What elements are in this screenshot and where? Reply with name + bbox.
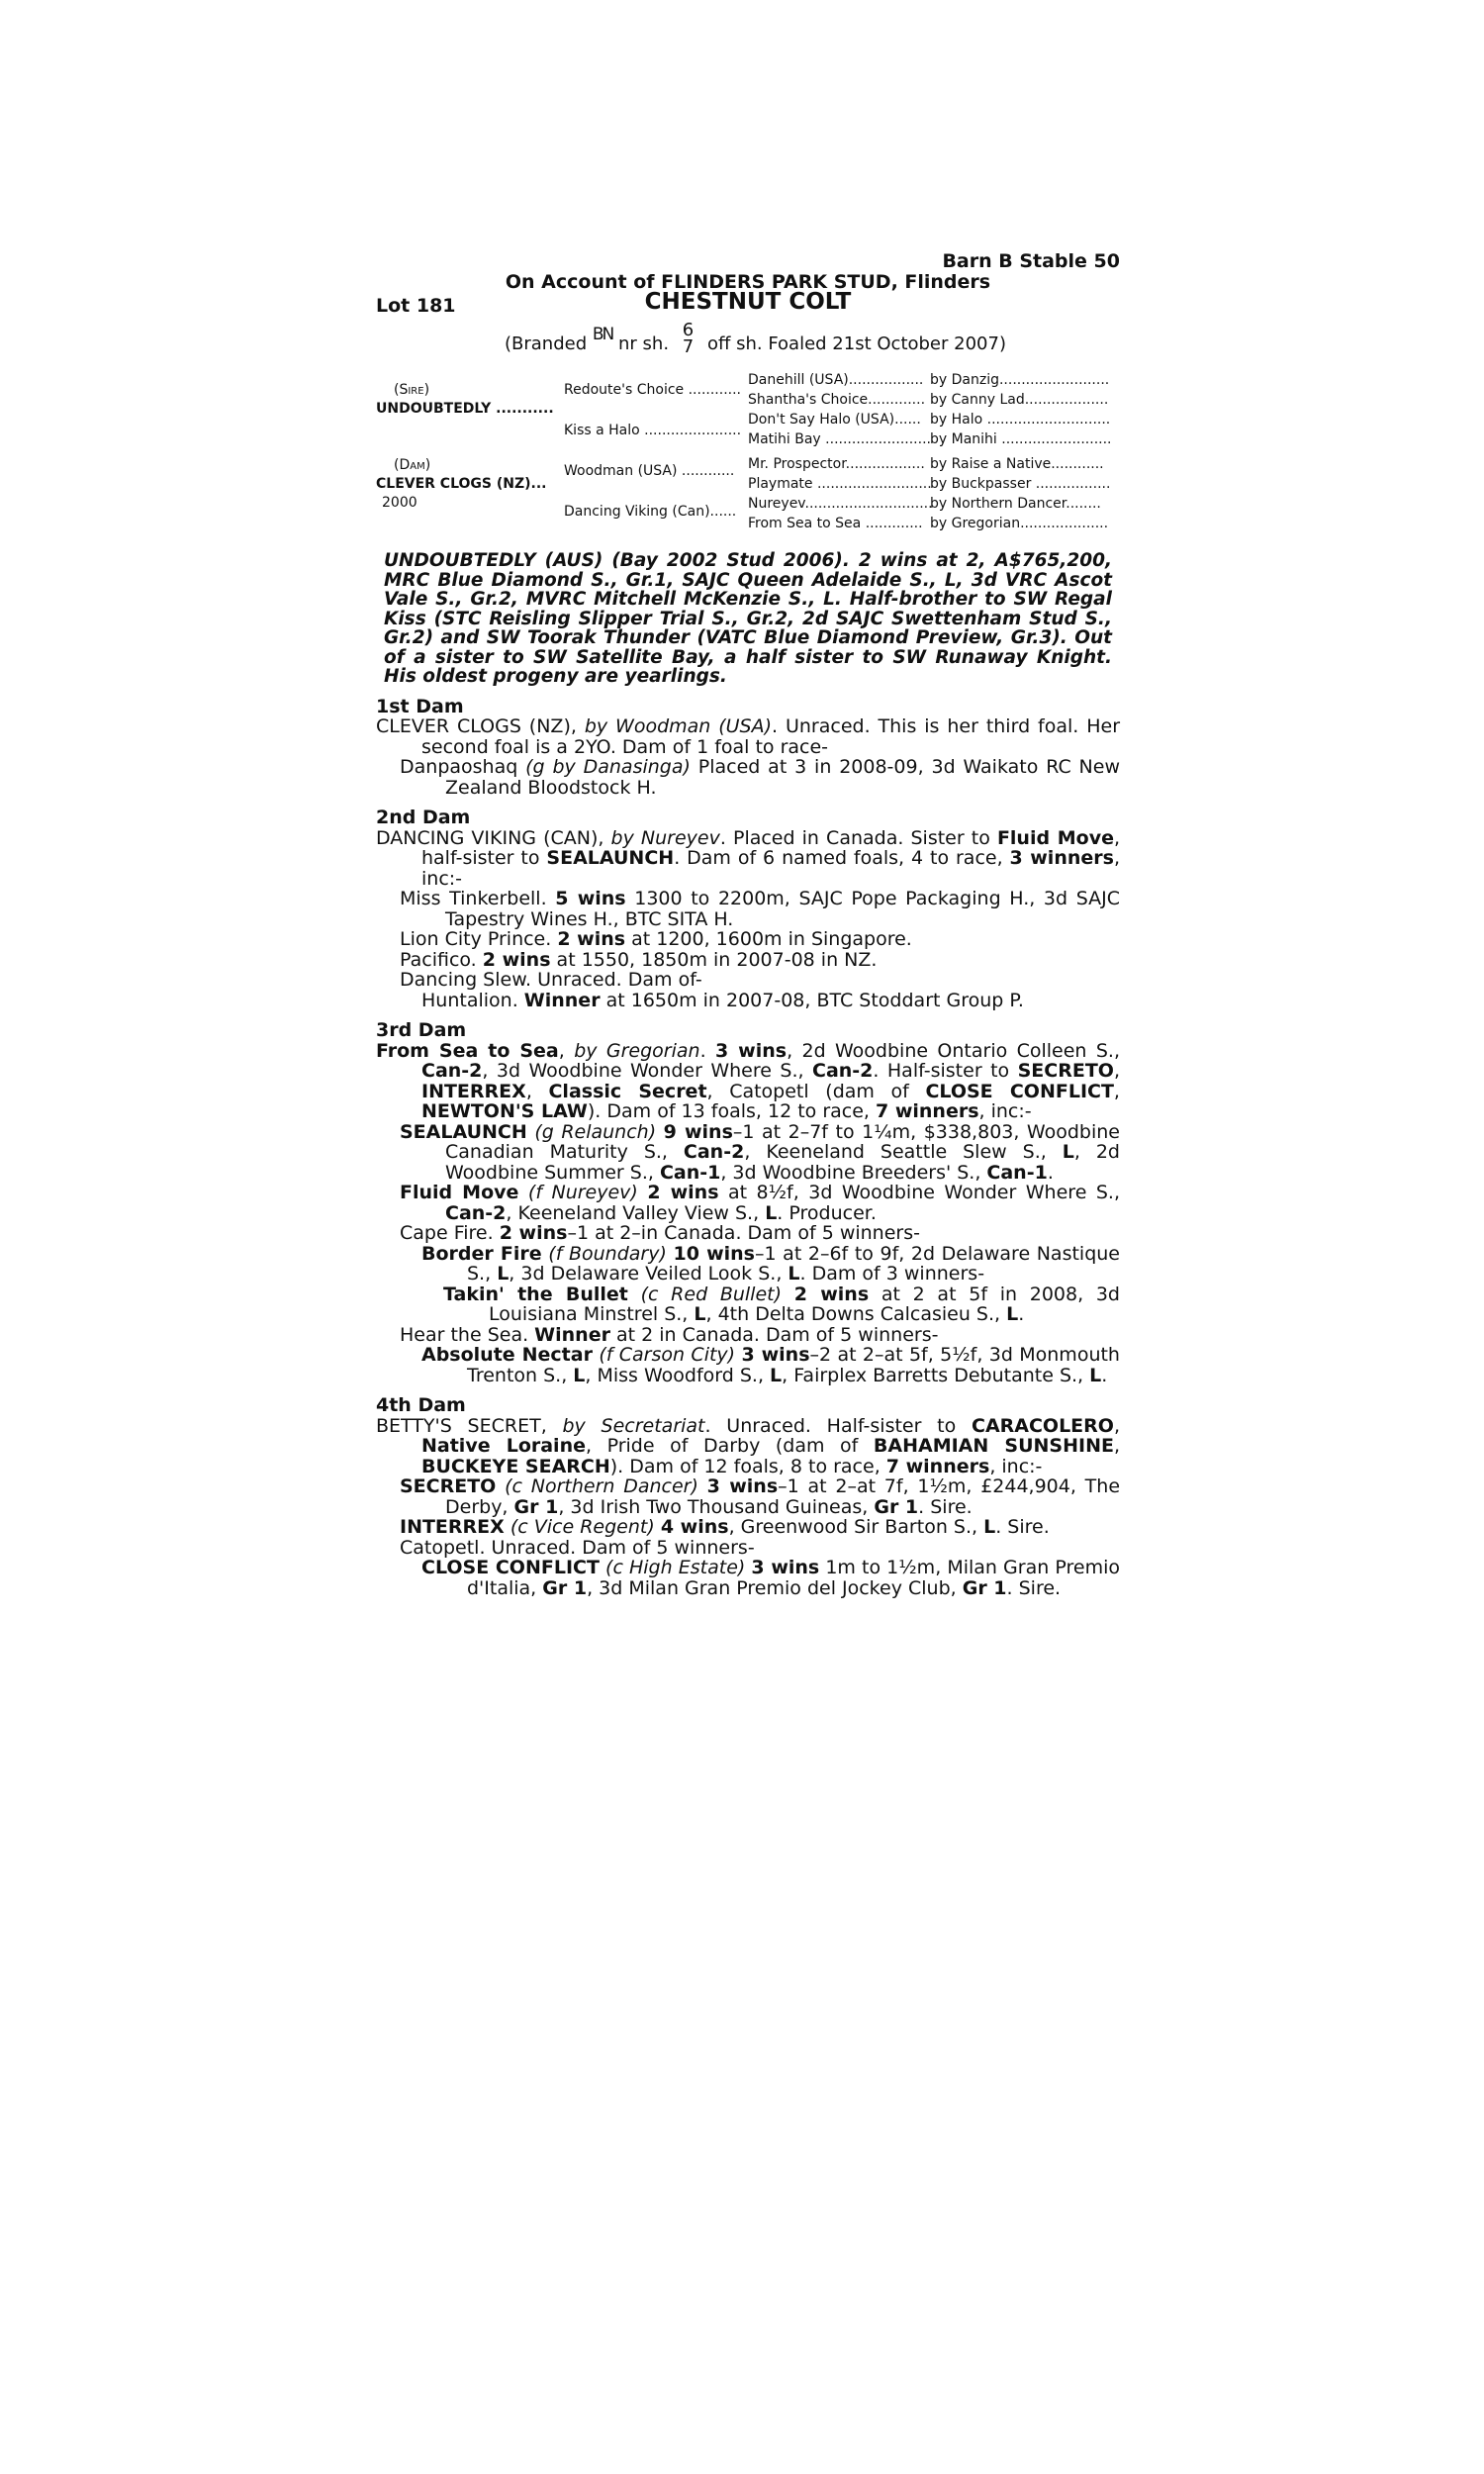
lot-title: CHESTNUT COLT: [644, 289, 852, 315]
sire-race-record: UNDOUBTEDLY (AUS) (Bay 2002 Stud 2006). 2 wins at 2, A$765,200, MRC Blue Diamond S., Gr.1, SAJC Queen Adelaide S., L, 3d VRC Ascot Vale S., Gr.2, MVRC Mitchell McKenzie S., L. Half-brother to SW Regal Kiss (STC Reisling Slipper Trial S., Gr.2, 2d SAJC Swettenham Stud S., Gr.2) and SW Toorak Thunder (VATC Blue Diamond Preview, Gr.3). Out of a sister to SW Satellite Bay, a half sister to SW Runaway Knight. His oldest progeny are yearlings.: [384, 550, 1112, 687]
lot-number: Lot 181: [376, 295, 456, 317]
brand-prefix: (Branded: [505, 333, 588, 354]
pedigree-gg-7: Nureyev.............................: [748, 496, 933, 512]
pedigree-ggg-1: by Danzig.........................: [930, 372, 1110, 388]
pedigree-gg-4: Matihi Bay ........................: [748, 431, 931, 447]
pedigree-gg-1: Danehill (USA).................: [748, 372, 924, 388]
third-dam-entry: From Sea to Sea, by Gregorian. 3 wins, 2d Woodbine Ontario Colleen S., Can-2, 3d Woodbine Wonder Where S., Can-2. Half-sister to SECRETO, INTERREX, Classic Secret, Catopetl (dam of CLOSE CONFLICT, NEWTON'S LAW). Dam of 13 foals, 12 to race, 7 winners, inc:-: [376, 1039, 1121, 1122]
pedigree-ggg-3: by Halo ............................: [930, 412, 1111, 428]
pedigree-table: [376, 367, 1120, 535]
pedigree-dam-sire: Woodman (USA) ............: [564, 463, 735, 479]
fourth-dam-progeny-3: Catopetl. Unraced. Dam of 5 winners-: [400, 1536, 755, 1559]
dam-name: CLEVER CLOGS (NZ)...: [376, 476, 547, 492]
pedigree-ggg-4: by Manihi .........................: [930, 431, 1112, 447]
first-dam-heading: 1st Dam: [376, 695, 464, 717]
fourth-dam-grandprogeny: CLOSE CONFLICT (c High Estate) 3 wins 1m to 1½m, Milan Gran Premio d'Italia, Gr 1, 3d Milan Gran Premio del Jockey Club, Gr 1. Sire.: [421, 1557, 1120, 1599]
pedigree-ggg-8: by Gregorian....................: [930, 516, 1109, 531]
fraction-bottom: 7: [682, 336, 695, 357]
second-dam-heading: 2nd Dam: [376, 807, 471, 828]
pedigree-ggg-6: by Buckpasser .................: [930, 476, 1111, 492]
pedigree-sire-sire: Redoute's Choice ............: [564, 382, 741, 398]
pedigree-gg-8: From Sea to Sea .............: [748, 516, 923, 531]
third-dam-progeny-4: Hear the Sea. Winner at 2 in Canada. Dam of 5 winners-: [400, 1323, 939, 1346]
brand-line: [376, 320, 1120, 363]
pedigree-ggg-5: by Raise a Native............: [930, 456, 1104, 472]
pedigree-sire-dam: Kiss a Halo ......................: [564, 423, 742, 438]
third-dam-progeny-1: SEALAUNCH (g Relaunch) 9 wins–1 at 2–7f to 1¼m, $338,803, Woodbine Canadian Maturity S., Can-2, Keeneland Seattle Slew S., L, 2d Woodbine Summer S., Can-1, 3d Woodbine Breeders' S., Can-1.: [400, 1120, 1120, 1184]
pedigree-gg-6: Playmate ..........................: [748, 476, 932, 492]
first-dam-progeny: Danpaoshaq (g by Danasinga) Placed at 3 in 2008-09, 3d Waikato RC New Zealand Bloodstock H.: [400, 756, 1120, 799]
lot-row: [376, 289, 1120, 320]
catalogue-page: [376, 251, 1120, 1598]
second-dam-grandprogeny: Huntalion. Winner at 1650m in 2007-08, BTC Stoddart Group P.: [421, 989, 1024, 1011]
brand-mid: nr sh.: [618, 333, 670, 354]
fourth-dam-progeny-1: SECRETO (c Northern Dancer) 3 wins–1 at 2–at 7f, 1½m, £244,904, The Derby, Gr 1, 3d Irish Two Thousand Guineas, Gr 1. Sire.: [400, 1475, 1121, 1518]
pedigree-dam-dam: Dancing Viking (Can)......: [564, 504, 737, 520]
pedigree-gg-2: Shantha's Choice.............: [748, 392, 926, 408]
second-dam-progeny-3: Pacifico. 2 wins at 1550, 1850m in 2007-08 in NZ.: [400, 948, 878, 971]
third-dam-grandprogeny-1: Border Fire (f Boundary) 10 wins–1 at 2–6f to 9f, 2d Delaware Nastique S., L, 3d Delaware Veiled Look S., L. Dam of 3 winners-: [421, 1242, 1120, 1285]
fourth-dam-heading: 4th Dam: [376, 1394, 466, 1416]
second-dam-progeny-2: Lion City Prince. 2 wins at 1200, 1600m in Singapore.: [400, 928, 912, 950]
brand-suffix: off sh. Foaled 21st October 2007): [706, 333, 1006, 354]
sire-name: UNDOUBTEDLY ...........: [376, 401, 554, 417]
fourth-dam-entry: BETTY'S SECRET, by Secretariat. Unraced. Half-sister to CARACOLERO, Native Loraine, Pride of Darby (dam of BAHAMIAN SUNSHINE, BUCKEYE SEARCH). Dam of 12 foals, 8 to race, 7 winners, inc:-: [376, 1414, 1120, 1477]
third-dam-greatgrandprogeny: Takin' the Bullet (c Red Bullet) 2 wins at 2 at 5f in 2008, 3d Louisiana Minstrel S., L, 4th Delta Downs Calcasieu S., L.: [443, 1283, 1120, 1325]
second-dam-progeny-1: Miss Tinkerbell. 5 wins 1300 to 2200m, SAJC Pope Packaging H., 3d SAJC Tapestry Wines H., BTC SITA H.: [400, 888, 1120, 930]
third-dam-progeny-2: Fluid Move (f Nureyev) 2 wins at 8½f, 3d Woodbine Wonder Where S., Can-2, Keeneland Valley View S., L. Producer.: [400, 1182, 1120, 1224]
third-dam-progeny-3: Cape Fire. 2 wins–1 at 2–in Canada. Dam of 5 winners-: [400, 1222, 920, 1244]
third-dam-heading: 3rd Dam: [376, 1019, 467, 1041]
fraction-top: 6: [682, 320, 695, 340]
pedigree-gg-3: Don't Say Halo (USA)......: [748, 412, 921, 428]
sire-label: (Sire): [394, 382, 430, 398]
brand-mark: BN: [592, 325, 613, 344]
barn-stable: Barn B Stable 50: [942, 250, 1120, 272]
fourth-dam-progeny-2: INTERREX (c Vice Regent) 4 wins, Greenwood Sir Barton S., L. Sire.: [400, 1516, 1050, 1538]
pedigree-ggg-2: by Canny Lad...................: [930, 392, 1109, 408]
first-dam-entry: CLEVER CLOGS (NZ), by Woodman (USA). Unraced. This is her third foal. Her second foal is a 2YO. Dam of 1 foal to race-: [376, 715, 1121, 758]
second-dam-progeny-4: Dancing Slew. Unraced. Dam of-: [400, 969, 702, 991]
dam-year: 2000: [382, 495, 417, 511]
second-dam-entry: DANCING VIKING (CAN), by Nureyev. Placed in Canada. Sister to Fluid Move, half-sister to SEALAUNCH. Dam of 6 named foals, 4 to race, 3 winners, inc:-: [376, 826, 1121, 890]
brand-fraction: [683, 322, 694, 355]
pedigree-gg-5: Mr. Prospector..................: [748, 456, 925, 472]
vendor-account: On Account of FLINDERS PARK STUD, Flinders: [505, 270, 991, 293]
pedigree-ggg-7: by Northern Dancer........: [930, 496, 1101, 512]
third-dam-grandprogeny-2: Absolute Nectar (f Carson City) 3 wins–2 at 2–at 5f, 5½f, 3d Monmouth Trenton S., L, Miss Woodford S., L, Fairplex Barretts Debutante S., L.: [421, 1344, 1120, 1386]
dam-label: (Dam): [394, 457, 431, 473]
